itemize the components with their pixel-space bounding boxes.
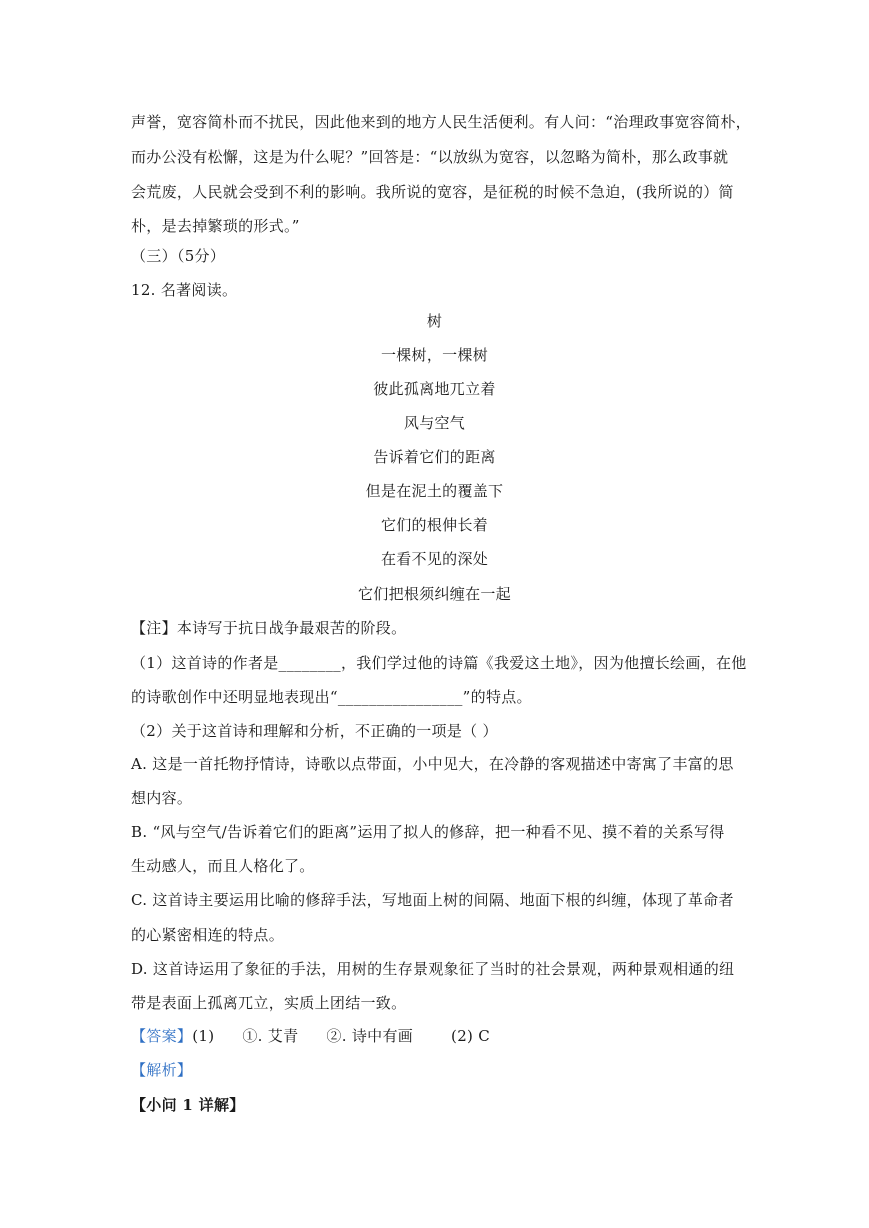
translation-line-1: 声誉，宽容简朴而不扰民，因此他来到的地方人民生活便利。有人问：“治理政事宽容简朴， (131, 113, 751, 131)
option-b-line-1: B. “风与空气/告诉着它们的距离”运用了拟人的修辞，把一种看不见、摸不着的关系写得 (131, 823, 725, 841)
poem-line: 彼此孤离地兀立着 (373, 380, 496, 398)
poem-title: 树 (426, 312, 443, 330)
answer-part-1: (1) (192, 1027, 215, 1045)
section-three-heading: （三）（5分） (131, 247, 226, 265)
answer-part-2: (2) C (451, 1027, 491, 1045)
option-b-line-2: 生动感人，而且人格化了。 (131, 857, 315, 875)
subquestion-2: （2）关于这首诗和理解和分析，不正确的一项是（ ） (131, 722, 498, 740)
option-c-line-1: C. 这首诗主要运用比喻的修辞手法，写地面上树的间隔、地面下根的纠缠，体现了革命者 (131, 891, 734, 909)
option-d-line-1: D. 这首诗运用了象征的手法，用树的生存景观象征了当时的社会景观，两种景观相通的纽 (131, 960, 735, 978)
option-c-line-2: 的心紧密相连的特点。 (131, 926, 285, 944)
answer-item-2: ②. 诗中有画 (326, 1027, 414, 1045)
subquestion-1-line-2: 的诗歌创作中还明显地表现出“________________”的特点。 (131, 688, 532, 706)
poem-line: 但是在泥土的覆盖下 (365, 482, 504, 500)
option-a-line-1: A. 这是一首托物抒情诗，诗歌以点带面，小中见大，在冷静的客观描述中寄寓了丰富的思 (131, 755, 734, 773)
answer-label: 【答案】 (131, 1027, 193, 1045)
analysis-label: 【解析】 (131, 1061, 193, 1079)
poem-line: 它们的根伸长着 (380, 516, 489, 534)
poem-line: 在看不见的深处 (380, 550, 489, 568)
option-d-line-2: 带是表面上孤离兀立，实质上团结一致。 (131, 994, 407, 1012)
poem-note: 【注】本诗写于抗日战争最艰苦的阶段。 (131, 619, 407, 637)
translation-line-4: 朴，是去掉繁琐的形式。” (131, 217, 300, 235)
detail-label: 【小问 1 详解】 (131, 1096, 245, 1114)
subquestion-1-line-1: （1）这首诗的作者是________，我们学过他的诗篇《我爱这土地》，因为他擅长绘画，在他 (131, 654, 747, 672)
poem-line: 告诉着它们的距离 (373, 448, 496, 466)
question-12-title: 12. 名著阅读。 (131, 281, 238, 299)
answer-line (131, 1026, 741, 1046)
poem-line: 它们把根须纠缠在一起 (357, 585, 511, 603)
poem-line: 一棵树，一棵树 (380, 346, 489, 364)
poem-line: 风与空气 (403, 414, 466, 432)
translation-line-2: 而办公没有松懈，这是为什么呢？”回答是：“以放纵为宽容，以忽略为简朴，那么政事就 (131, 148, 729, 166)
option-a-line-2: 想内容。 (131, 789, 193, 807)
translation-line-3: 会荒废，人民就会受到不利的影响。我所说的宽容，是征税的时候不急迫，(我所说的）简 (131, 183, 734, 201)
answer-item-1: ①. 艾青 (242, 1027, 299, 1045)
